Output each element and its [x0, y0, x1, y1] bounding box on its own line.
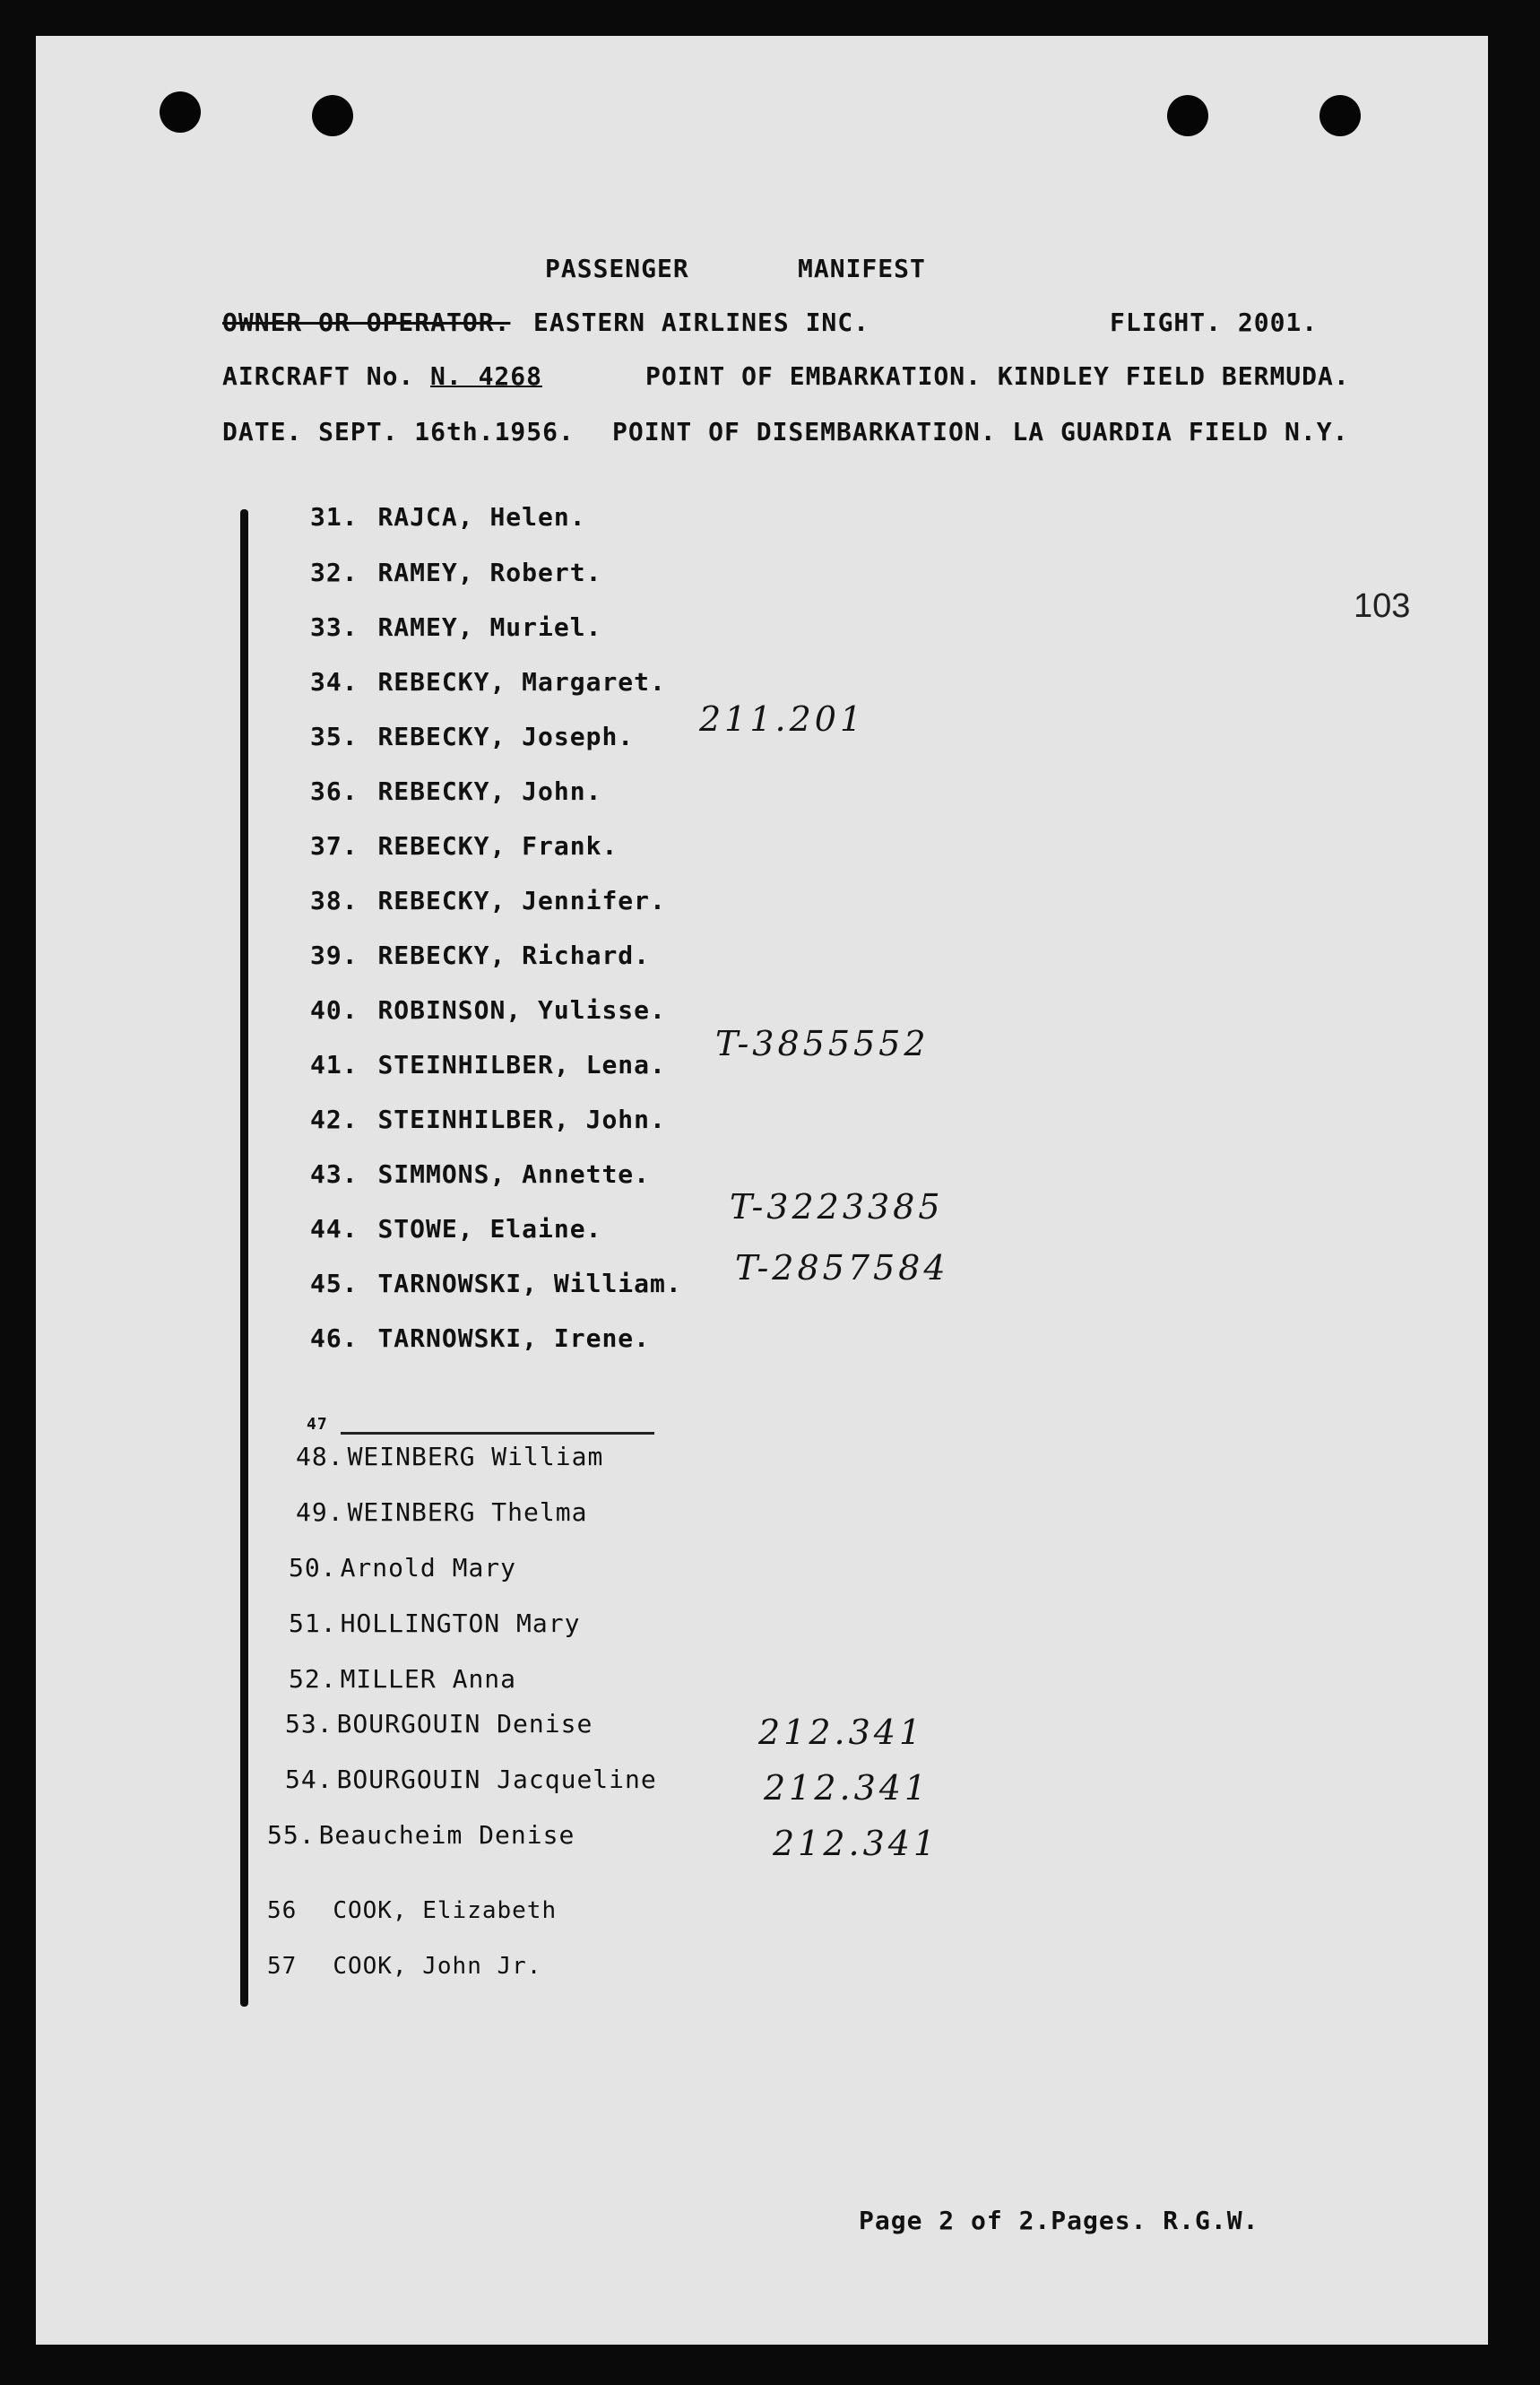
passenger-row-33: 33. RAMEY, Muriel. [310, 612, 602, 642]
passenger-row-50: 50. Arnold Mary [289, 1553, 517, 1583]
punch-hole-1 [160, 91, 201, 133]
passenger-row-40: 40. ROBINSON, Yulisse. [310, 995, 666, 1025]
punch-hole-4 [1319, 95, 1361, 136]
passenger-row-41: 41. STEINHILBER, Lena. [310, 1050, 666, 1080]
passenger-row-49: 49. WEINBERG Thelma [296, 1497, 588, 1527]
passenger-row-35: 35. REBECKY, Joseph. [310, 722, 635, 751]
passenger-row-46: 46. TARNOWSKI, Irene. [310, 1323, 651, 1353]
passenger-row-39: 39. REBECKY, Richard. [310, 941, 651, 970]
passenger-row-47: 47 [307, 1415, 328, 1434]
margin-bracket-line [240, 509, 248, 2007]
handwritten-note-row-55: 212.341 [773, 1824, 939, 1863]
title-passenger: PASSENGER [545, 254, 689, 283]
embarkation-point: POINT OF EMBARKATION. KINDLEY FIELD BERMUDA. [645, 361, 1350, 391]
handwritten-note-row-34: 211.201 [699, 699, 866, 739]
passenger-row-52: 52. MILLER Anna [289, 1664, 517, 1694]
passenger-row-45: 45. TARNOWSKI, William. [310, 1269, 682, 1298]
passenger-row-36: 36. REBECKY, John. [310, 776, 602, 806]
passenger-row-34: 34. REBECKY, Margaret. [310, 667, 666, 697]
owner-label: OWNER OR OPERATOR. [222, 308, 511, 337]
passenger-row-31: 31. RAJCA, Helen. [310, 502, 586, 532]
passenger-row-48: 48. WEINBERG William [296, 1442, 604, 1471]
handwritten-note-row-44: T-2857584 [735, 1248, 949, 1288]
passenger-row-54: 54. BOURGOUIN Jacqueline [285, 1765, 657, 1794]
flight-number: FLIGHT. 2001. [1110, 308, 1319, 337]
punch-hole-2 [312, 95, 353, 136]
handwritten-note-row-53: 212.341 [758, 1713, 925, 1752]
disembarkation-point: POINT OF DISEMBARKATION. LA GUARDIA FIELD N.Y. [612, 417, 1349, 447]
page-number: 103 [1354, 587, 1411, 625]
punch-hole-3 [1167, 95, 1208, 136]
passenger-row-32: 32. RAMEY, Robert. [310, 558, 602, 587]
handwritten-note-row-54: 212.341 [764, 1768, 930, 1808]
row-47-blank-line [341, 1432, 654, 1435]
passenger-row-53: 53. BOURGOUIN Denise [285, 1709, 593, 1739]
handwritten-note-row-43: T-3223385 [730, 1187, 944, 1227]
passenger-row-42: 42. STEINHILBER, John. [310, 1105, 666, 1134]
aircraft-label: AIRCRAFT No. [222, 361, 415, 391]
manifest-sheet [36, 36, 1488, 2345]
date-line: DATE. SEPT. 16th.1956. [222, 417, 575, 447]
passenger-row-43: 43. SIMMONS, Annette. [310, 1159, 651, 1189]
passenger-row-44: 44. STOWE, Elaine. [310, 1214, 602, 1244]
passenger-row-55: 55. Beaucheim Denise [267, 1820, 575, 1850]
handwritten-note-row-40: T-3855552 [715, 1024, 930, 1063]
passenger-row-56: 56 COOK, Elizabeth [267, 1897, 558, 1924]
aircraft-value: N. 4268 [430, 361, 543, 391]
page-footer: Page 2 of 2.Pages. R.G.W. [859, 2206, 1259, 2235]
passenger-row-38: 38. REBECKY, Jennifer. [310, 886, 666, 915]
passenger-row-51: 51. HOLLINGTON Mary [289, 1609, 581, 1638]
title-manifest: MANIFEST [798, 254, 926, 283]
owner-value: EASTERN AIRLINES INC. [533, 308, 870, 337]
passenger-row-57: 57 COOK, John Jr. [267, 1953, 542, 1980]
passenger-row-37: 37. REBECKY, Frank. [310, 831, 619, 861]
